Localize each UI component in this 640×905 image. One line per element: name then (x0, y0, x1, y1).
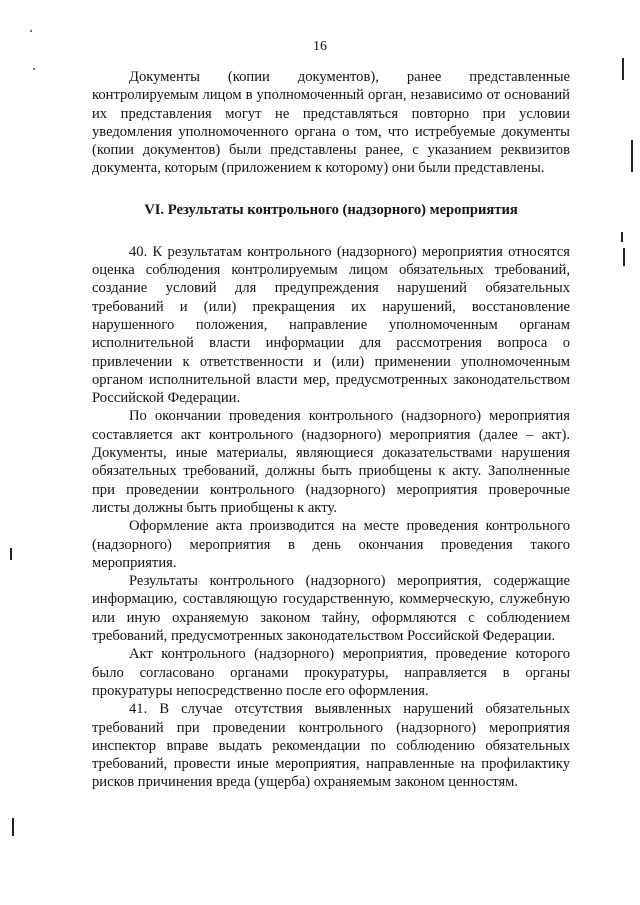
document-body (92, 68, 570, 792)
scan-edge-mark (631, 140, 633, 172)
scan-edge-mark (622, 58, 624, 80)
paragraph-prosecutor: Акт контрольного (надзорного) мероприятия, проведение которого было согласовано органами прокуратуры, направляется в органы прокуратуры непосредственно после его оформления. (92, 646, 570, 699)
scan-edge-mark (12, 818, 14, 836)
scan-edge-mark (621, 232, 623, 242)
scan-edge-mark (623, 248, 625, 266)
paragraph-act-place: Оформление акта производится на месте проведения контрольного (надзорного) мероприятия в день окончания проведения такого мероприятия. (92, 518, 570, 571)
paragraph-act-drafting: По окончании проведения контрольного (надзорного) мероприятия составляется акт контрольного (надзорного) мероприятия (далее – акт). Документы, иные материалы, являющиеся доказательствами нарушения обязательных требований, должны быть приобщены к акту. Заполненные при проведении контрольного (надзорного) мероприятия проверочные листы должны быть приобщены к акту. (92, 408, 570, 516)
scan-speck (30, 30, 32, 32)
paragraph-41: 41. В случае отсутствия выявленных нарушений обязательных требований при проведении контрольного (надзорного) мероприятия инспектор вправе выдать рекомендации по соблюдению обязательных требований, провести иные мероприятия, направленные на профилактику рисков причинения вреда (ущерба) охраняемым законом ценностям. (92, 701, 570, 791)
paragraph-40: 40. К результатам контрольного (надзорного) мероприятия относятся оценка соблюдения контролируемым лицом обязательных требований, создание условий для предупреждения нарушений обязательных требований и (или) прекращения их нарушений, восстановление нарушенного положения, направление уполномоченным органам исполнительной власти информации для рассмотрения вопроса о привлечении к ответственности и (или) применении уполномоченным органом исполнительной власти мер, предусмотренных законодательством Российской Федерации. (92, 243, 570, 407)
scan-speck (33, 68, 35, 70)
paragraph-documents: Документы (копии документов), ранее представленные контролируемым лицом в уполномоченный орган, независимо от оснований их представления могут не представляться повторно при условии уведомления уполномоченного органа о том, что истребуемые документы (копии документов) были представлены ранее, с указанием реквизитов документа, которым (приложением к которому) они были представлены. (92, 69, 570, 177)
scan-edge-mark (10, 548, 12, 560)
page-number: 16 (313, 39, 327, 54)
paragraph-secret-info: Результаты контрольного (надзорного) мероприятия, содержащие информацию, составляющую государственную, коммерческую, служебную или иную охраняемую законом тайну, оформляются с соблюдением требований, предусмотренных законодательством Российской Федерации. (92, 573, 570, 645)
section-heading: VI. Результаты контрольного (надзорного) мероприятия (144, 201, 518, 218)
